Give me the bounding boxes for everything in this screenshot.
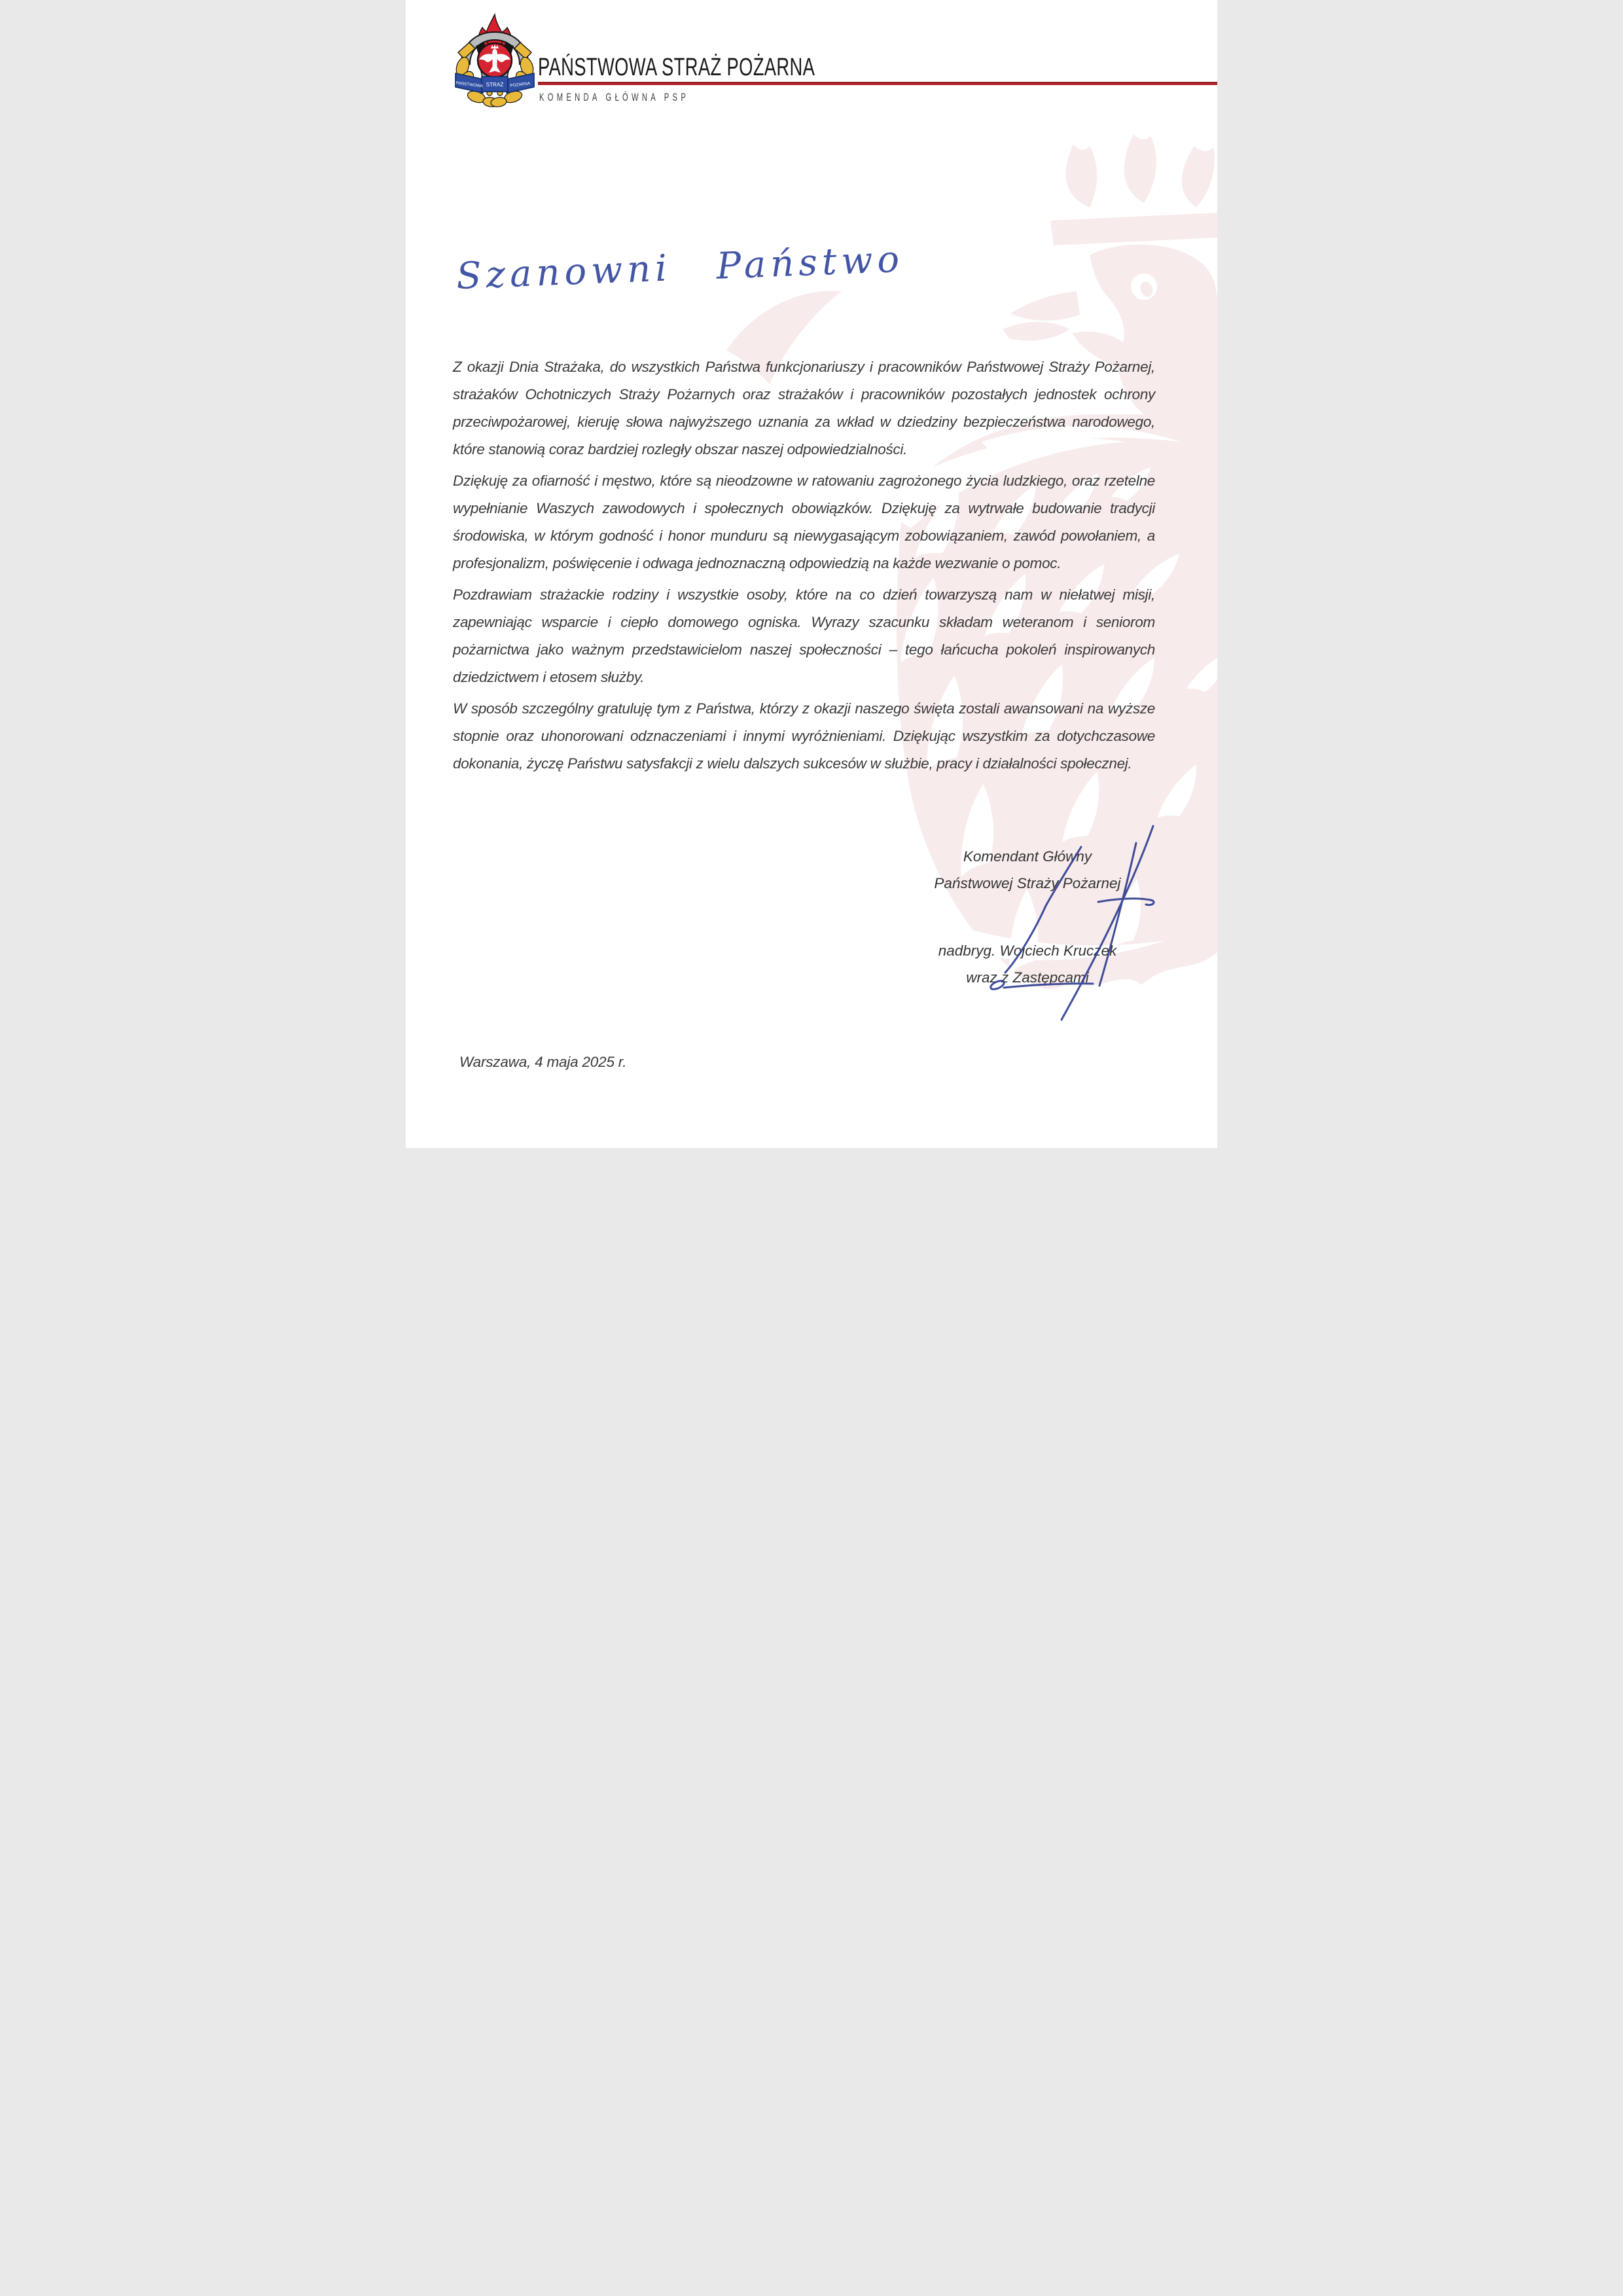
dateline: Warszawa, 4 maja 2025 r.	[459, 1054, 627, 1070]
letter-page	[406, 0, 1217, 1148]
page-title: PAŃSTWOWA STRAŻ POŻARNA	[538, 54, 815, 81]
ribbon-text-right: POŻARNA	[510, 81, 531, 88]
letter-paragraph-3: Pozdrawiam strażackie rodziny i wszystkie osoby, które na co dzień towarzyszą nam w niełatwej misji, zapewniając wsparcie i ciepło domowego ogniska. Wyrazy szacunku składam weteranom i seniorom pożarnictwa jako ważnym przedstawicielom naszej społeczności – tego łańcucha pokoleń inspirowanych dziedzictwem i etosem służby.	[453, 586, 1155, 685]
psp-emblem-logo	[452, 12, 538, 110]
letter-paragraph-1: Z okazji Dnia Strażaka, do wszystkich Państwa funkcjonariuszy i pracowników Państwowej Straży Pożarnej, strażaków Ochotniczych Straży Pożarnych oraz strażaków i pracowników pozostałych jednostek ochrony przeciwpożarowej, kieruję słowa najwyższego uznania za wkład w dziedziny bezpieczeństwa narodowego, które stanowią coraz bardziej rozległy obszar naszej odpowiedzialności.	[453, 359, 1155, 457]
signature-scrawl	[982, 823, 1185, 1024]
signatory-title-line1: Komendant Główny	[963, 848, 1092, 865]
signatory-name: nadbryg. Wojciech Kruczek	[938, 942, 1117, 959]
ribbon-text-left: PAŃSTWOWA	[455, 81, 484, 89]
org-subtitle: KOMENDA GŁÓWNA PSP	[539, 91, 690, 103]
salutation-handwriting: Szanowni Państwo	[455, 238, 905, 298]
ribbon-text-center: STRAŻ	[486, 82, 504, 88]
letter-paragraph-2: Dziękuję za ofiarność i męstwo, które są nieodzowne w ratowaniu zagrożonego życia ludzkiego, oraz rzetelne wypełnianie Waszych zawodowych i społecznych obowiązków. Dziękuję za wytrwałe budowanie tradycji środowiska, w którym godność i honor munduru są niewygasającym zobowiązaniem, zawód powołaniem, a profesjonalizm, poświęcenie i odwaga jednoznaczną odpowiedzią na każde wezwanie o pomoc.	[453, 473, 1155, 571]
letter-body	[453, 353, 1155, 781]
signatory-suffix: wraz z Zastępcami	[966, 969, 1089, 986]
letter-paragraph-4: W sposób szczególny gratuluję tym z Państwa, którzy z okazji naszego święta zostali awansowani na wyższe stopnie oraz uhonorowani odznaczeniami i innymi wyróżnieniami. Dziękując wszystkim za dotychczasowe dokonania, życzę Państwu satysfakcji z wielu dalszych sukcesów w służbie, pracy i działalności społecznej.	[453, 700, 1155, 772]
header-divider-line	[538, 82, 1217, 85]
emblem-ribbon	[455, 73, 534, 93]
signatory-title-line2: Państwowej Straży Pożarnej	[934, 875, 1121, 891]
